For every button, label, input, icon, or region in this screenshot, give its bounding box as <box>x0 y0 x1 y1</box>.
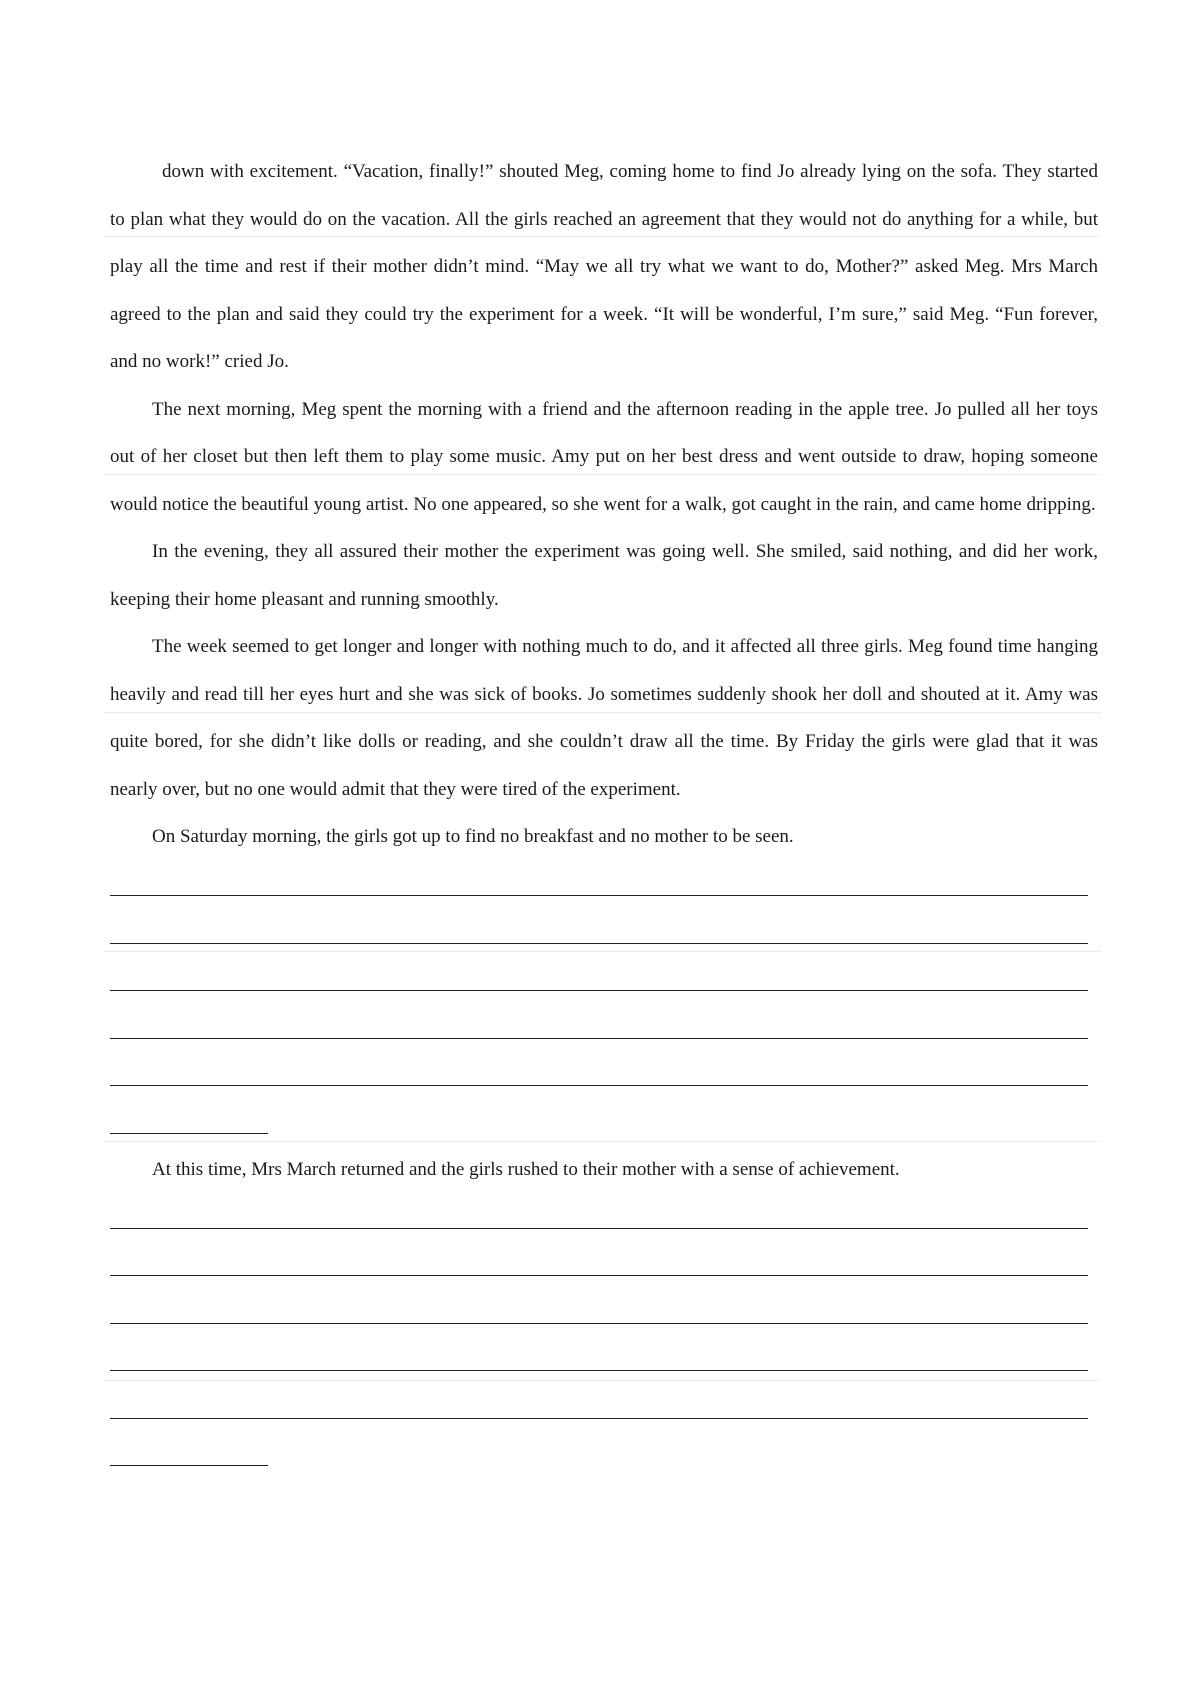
paragraph-1: down with excitement. “Vacation, finally!” shouted Meg, coming home to find Jo already lying on the sofa. They started to plan what they would do on the vacation. All the girls reached an agreement that they would not do anything for a while, but play all the time and rest if their mother didn’t mind. “May we all try what we want to do, Mother?” asked Meg. Mrs March agreed to the plan and said they could try the experiment for a week. “It will be wonderful, I’m sure,” said Meg. “Fun forever, and no work!” cried Jo. <box>110 161 1098 372</box>
answer-line-short[interactable] <box>110 1431 1098 1479</box>
answer-line-short[interactable] <box>110 1098 1098 1146</box>
answer-line[interactable] <box>110 1051 1098 1099</box>
writing-area-1[interactable] <box>110 861 1098 1146</box>
passage <box>110 148 1098 1478</box>
continuation-prompt-1: On Saturday morning, the girls got up to find no breakfast and no mother to be seen. <box>152 826 794 847</box>
paragraph-2: The next morning, Meg spent the morning with a friend and the afternoon reading in the apple tree. Jo pulled all her toys out of her closet but then left them to play some music. Amy put on her best dress and went outside to draw, hoping someone would notice the beautiful young artist. No one appeared, so she went for a walk, got caught in the rain, and came home dripping. <box>110 398 1098 515</box>
answer-line[interactable] <box>110 1241 1098 1289</box>
answer-line[interactable] <box>110 1193 1098 1241</box>
answer-line[interactable] <box>110 861 1098 909</box>
answer-line[interactable] <box>110 956 1098 1004</box>
paragraph-4: The week seemed to get longer and longer with nothing much to do, and it affected all three girls. Meg found time hanging heavily and read till her eyes hurt and she was sick of books. Jo sometimes suddenly shook her doll and shouted at it. Amy was quite bored, for she didn’t like dolls or reading, and she couldn’t draw all the time. By Friday the girls were glad that it was nearly over, but no one would admit that they were tired of the experiment. <box>110 636 1098 800</box>
answer-line[interactable] <box>110 1288 1098 1336</box>
answer-line[interactable] <box>110 1383 1098 1431</box>
answer-line[interactable] <box>110 1003 1098 1051</box>
answer-line[interactable] <box>110 1336 1098 1384</box>
paragraph-3: In the evening, they all assured their mother the experiment was going well. She smiled, said nothing, and did her work, keeping their home pleasant and running smoothly. <box>110 541 1098 610</box>
continuation-prompt-2: At this time, Mrs March returned and the girls rushed to their mother with a sense of achievement. <box>152 1158 900 1180</box>
answer-line[interactable] <box>110 908 1098 956</box>
writing-area-2[interactable] <box>110 1193 1098 1478</box>
